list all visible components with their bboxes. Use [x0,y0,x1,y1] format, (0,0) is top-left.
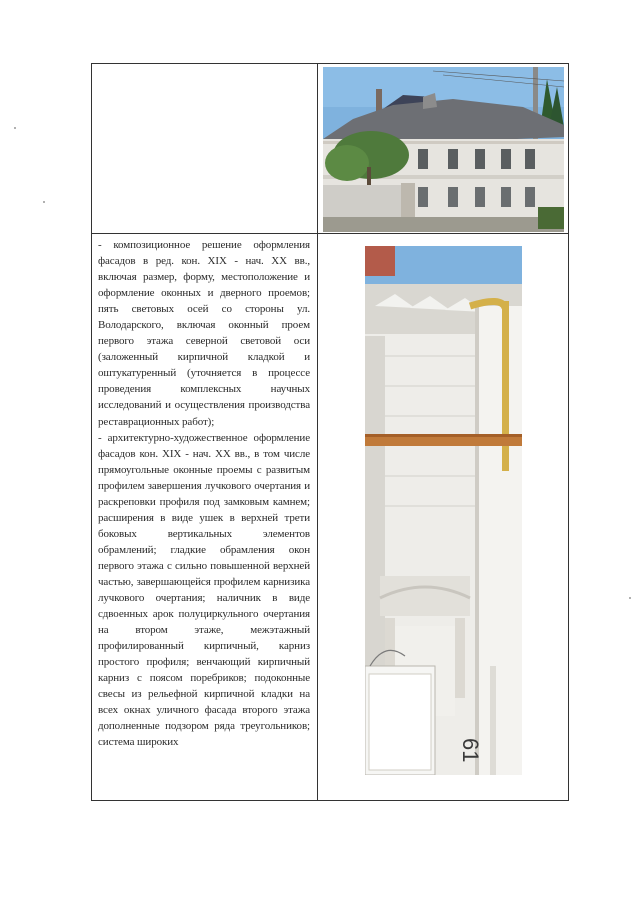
photo-cell-building [318,64,569,234]
scan-speck [629,597,631,599]
table-row [92,234,569,801]
scan-speck [43,201,45,203]
photo-cell-detail [318,234,569,801]
table-row [92,64,569,234]
house-number-text: 61 [458,738,483,763]
empty-cell [92,64,318,234]
scan-speck [14,127,16,129]
facade-detail-photo [365,246,522,775]
building-photo [323,67,564,232]
description-paragraph-1: - композиционное решение оформления фасадов в ред. кон. XIX - нач. XX вв., включая размер, форму, местоположение и оформление оконных и дверного проемов; пять световых осей со стороны ул. Володарского, включая оконный проем первого этажа северной световой оси (заложенный кирпичной кладкой и оштукатуренный (уточняется в процессе проведения комплексных научных исследований и осуществления производства реставрационных работ); [98,239,310,428]
description-paragraph-2: - архитектурно-художественное оформление фасадов кон. XIX - нач. XX вв., в том числе прямоугольные оконные проемы с развитым профилем завершения лучкового очертания и раскреповки профиля под замковым камнем; расширения в виде ушек в верхней трети боковых вертикальных элементов обрамлений; гладкие обрамления окон первого этажа с сильно повышенной верхней частью, завершающейся профилем карнизика лучкового очертания; наличник в виде сдвоенных арок полуциркульного очертания на втором этаже, межэтажный профилированный кирпичный, карниз простого профиля; венчающий кирпичный карниз с поясом поребриков; подоконные свесы из рельефной кирпичной кладки на всех окнах уличного фасада второго этажа дополненные подзором ряда треугольников; система широких [98,431,310,749]
heritage-table [91,63,569,801]
description-cell [92,234,318,801]
